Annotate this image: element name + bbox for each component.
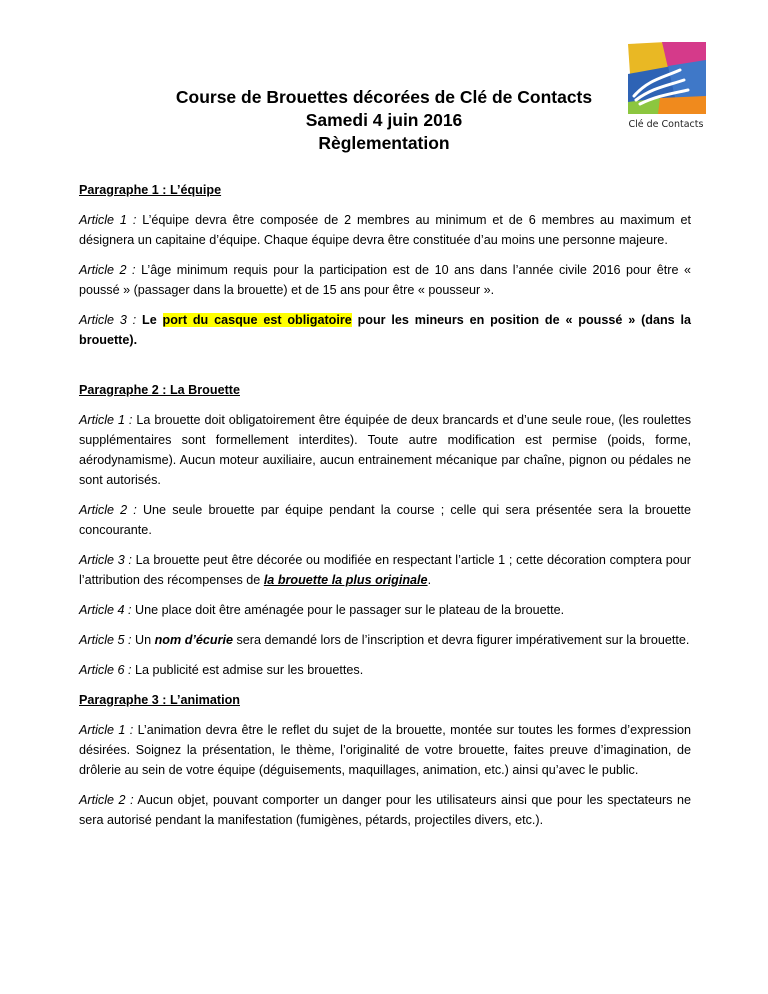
- emphasized-text: la brouette la plus originale: [263, 573, 428, 587]
- article-brouette-3: [79, 550, 691, 590]
- article-text: sera demandé lors de l’inscription et devra figurer impérativement sur la brouette.: [233, 633, 690, 647]
- article-equipe-3: [79, 310, 691, 350]
- article-brouette-6: [79, 660, 691, 680]
- article-label: Article 2 :: [79, 793, 134, 807]
- article-equipe-2: [79, 260, 691, 300]
- title-line-1: Course de Brouettes décorées de Clé de Contacts: [175, 87, 593, 107]
- article-label: Article 3 :: [79, 553, 132, 567]
- article-label: Article 5 :: [79, 633, 132, 647]
- article-text: L’âge minimum requis pour la participation est de 10 ans dans l’année civile 2016 pour être « poussé » (passager dans la brouette) et de 15 ans pour être « pousseur ».: [79, 263, 691, 297]
- article-text: Aucun objet, pouvant comporter un danger pour les utilisateurs ainsi que pour les spectateurs ne sera autorisé pendant la manifestation (fumigènes, pétards, projectiles divers, etc.).: [79, 793, 691, 827]
- article-brouette-5: [79, 630, 691, 650]
- article-text: Une seule brouette par équipe pendant la course ; celle qui sera présentée sera la brouette concourante.: [79, 503, 691, 537]
- title-line-2: Samedi 4 juin 2016: [305, 110, 463, 130]
- article-text: Un: [131, 633, 155, 647]
- article-text: L’animation devra être le reflet du sujet de la brouette, montée sur toutes les formes d’expression désirées. Soignez la présentation, le thème, l’originalité de votre brouette, faites preuve d’imagination, de drôlerie au sein de votre équipe (déguisements, maquillages, animation, etc.) ainsi qu’avec le public.: [79, 723, 691, 777]
- emphasized-text: nom d’écurie: [154, 633, 233, 647]
- section-heading-equipe: Paragraphe 1 : L’équipe: [79, 183, 222, 197]
- article-label: Article 1 :: [79, 723, 134, 737]
- article-label: Article 1 :: [79, 213, 137, 227]
- article-label: Article 3 :: [79, 313, 137, 327]
- article-text: Le: [136, 313, 163, 327]
- article-text: pour les mineurs en position de « poussé » (dans la brouette).: [79, 313, 691, 347]
- article-equipe-1: [79, 210, 691, 250]
- logo-caption: Clé de Contacts: [628, 119, 704, 130]
- article-text: La brouette peut être décorée ou modifiée en respectant l’article 1 ; cette décoration comptera pour l’attribution des récompenses de: [79, 553, 692, 587]
- article-brouette-4: [79, 600, 691, 620]
- document-title: [0, 86, 768, 155]
- article-text: La brouette doit obligatoirement être équipée de deux brancards et d’une seule roue, (les roulettes supplémentaires sont formellement interdites). Toute autre modification est permise (poids, forme, aérodynamisme). Aucun moteur auxiliaire, aucun entrainement mécanique par chaîne, pignon ou pédales ne sont autorisés.: [79, 413, 691, 487]
- title-line-3: Règlementation: [318, 133, 450, 153]
- article-text: Une place doit être aménagée pour le passager sur le plateau de la brouette.: [131, 603, 565, 617]
- article-brouette-1: [79, 410, 691, 490]
- article-animation-1: [79, 720, 691, 780]
- article-label: Article 4 :: [79, 603, 132, 617]
- article-label: Article 6 :: [79, 663, 132, 677]
- article-text: La publicité est admise sur les brouettes.: [131, 663, 364, 677]
- article-animation-2: [79, 790, 691, 830]
- article-label: Article 1 :: [79, 413, 133, 427]
- article-text: .: [427, 573, 432, 587]
- document-body: [79, 180, 691, 840]
- article-text: L’équipe devra être composée de 2 membres au minimum et de 6 membres au maximum et désignera un capitaine d’équipe. Chaque équipe devra être constituée d’au moins une personne majeure.: [79, 213, 691, 247]
- section-heading-brouette: Paragraphe 2 : La Brouette: [79, 383, 240, 397]
- article-brouette-2: [79, 500, 691, 540]
- section-heading-animation: Paragraphe 3 : L’animation: [79, 693, 240, 707]
- article-label: Article 2 :: [79, 263, 136, 277]
- highlighted-text: port du casque est obligatoire: [162, 313, 352, 327]
- article-label: Article 2 :: [79, 503, 137, 517]
